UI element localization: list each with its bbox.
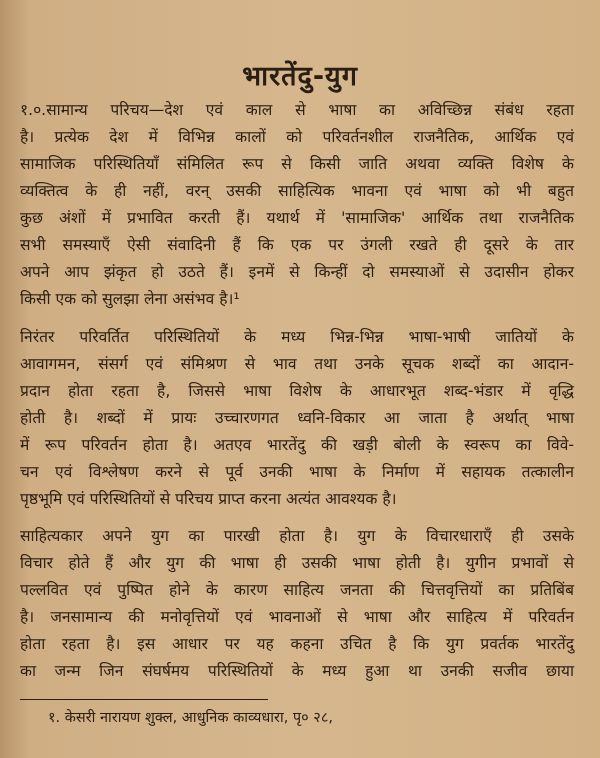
text-line: कुछ अंशों में प्रभावित करती हैं। यथार्थ में 'सामाजिक' आर्थिक तथा राजनैतिक (20, 209, 574, 227)
text-line: पल्लवित एवं पुष्पित होने के कारण साहित्य जनता की चित्तवृत्तियों का प्रतिबिंब (20, 581, 574, 599)
text-line: आवागमन, संसर्ग एवं संमिश्रण से भाव तथा उनके सूचक शब्दों का आदान- (20, 355, 574, 373)
chapter-heading: भारतेंदु-युग (242, 61, 358, 92)
text-line: है। जनसामान्य की मनोवृत्तियों एवं भावनाओं से भाषा और साहित्य में परिवर्तन (20, 608, 574, 626)
text-line: सभी समस्याएँ ऐसी संवादिनी हैं कि एक पर उंगली रखते ही दूसरे के तार (20, 236, 574, 254)
text-line: विचार होते हैं और युग की भाषा ही उसकी भाषा होती है। युगीन प्रभावों से (20, 554, 574, 572)
text-line: किसी एक को सुलझा लेना असंभव है।¹ (20, 290, 240, 308)
text-line: का जन्म जिन संघर्षमय परिस्थितियों के मध्य हुआ था उनकी सजीव छाया (20, 662, 574, 680)
text-line: चन एवं विश्लेषण करने से पूर्व उनकी भाषा के निर्माण में सहायक तत्कालीन (20, 463, 574, 481)
text-line: अपने आप झंकृत हो उठते हैं। इनमें से किन्हीं दो समस्याओं से उदासीन होकर (20, 263, 574, 281)
text-line: साहित्यकार अपने युग का पारखी होता है। युग के विचारधाराएँ ही उसके (20, 527, 574, 545)
text-line: सामाजिक परिस्थितियाँ संमिलित रूप से किसी जाति अथवा व्यक्ति विशेष के (20, 155, 574, 173)
text-line: होता रहता है। इस आधार पर यह कहना उचित है कि युग प्रवर्तक भारतेंदु (20, 635, 574, 653)
text-line: में रूप परिवर्तन होता है। अतएव भारतेंदु की खड़ी बोली के स्वरूप का विवे- (20, 436, 574, 454)
footnote: १. केसरी नारायण शुक्ल, आधुनिक काव्यधारा, पृ० २८, (48, 710, 333, 726)
text-line: है। प्रत्येक देश में विभिन्न कालों को परिवर्तनशील राजनैतिक, आर्थिक एवं (20, 128, 574, 146)
text-line: व्यक्तित्व के ही नहीं, वरन् उसकी साहित्यिक भावना एवं भाषा को भी बहुत (20, 182, 574, 200)
footnote-divider (20, 699, 268, 700)
text-line: १.०.सामान्य परिचय—देश एवं काल से भाषा का अविच्छिन्न संबंध रहता (20, 101, 574, 119)
text-line: निरंतर परिवर्तित परिस्थितियों के मध्य भिन्न-भिन्न भाषा-भाषी जातियों के (20, 328, 574, 346)
text-line: पृष्ठभूमि एवं परिस्थितियों से परिचय प्राप्त करना अत्यंत आवश्यक है। (20, 490, 397, 508)
text-line: होती है। शब्दों में प्रायः उच्चारणगत ध्वनि-विकार आ जाता है अर्थात् भाषा (20, 409, 574, 427)
text-line: प्रदान होता रहता है, जिससे भाषा विशेष के आधारभूत शब्द-भंडार में वृद्धि (20, 382, 574, 400)
